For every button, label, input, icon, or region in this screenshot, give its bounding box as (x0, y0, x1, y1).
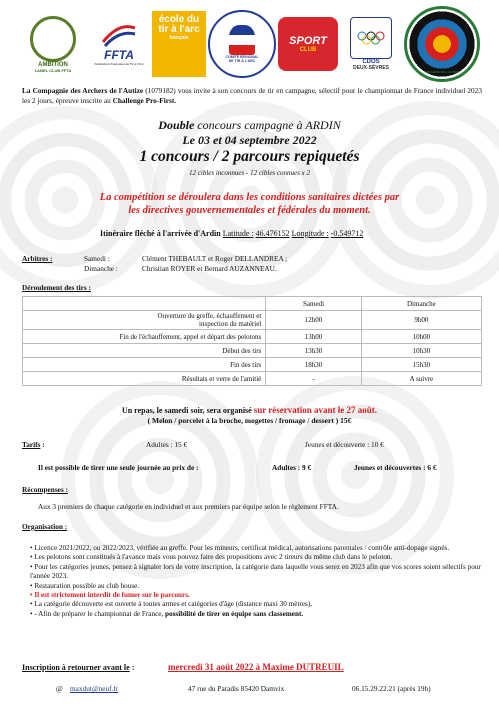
autize-logo-text: ARCHERS DE L'AUTIZE (424, 70, 460, 74)
table-row (23, 311, 482, 330)
table-cell-samedi: 12h00 (266, 311, 362, 330)
table-cell-dimanche: 10h00 (361, 330, 481, 344)
cdos-logo (340, 11, 402, 77)
tarifs-label (22, 440, 45, 450)
ambition-logo-text: AMBITION (38, 61, 68, 68)
ecole-logo-text: école du tir à l'arc (158, 14, 200, 35)
list-item: • Licence 2021/2022, ou 2022/2023, vérifiée au greffe. Pour les mineurs, certificat médical, autorisations parentales / contrôle anti-dopage signés. (30, 544, 482, 553)
sanitary-line-1: La compétition se déroulera dans les conditions sanitaires dictées par (99, 192, 400, 203)
table-header-row (23, 297, 482, 311)
arbitres-samedi: Clément THEBAULT et Roger DELLANDREA ; (142, 254, 288, 263)
table-cell-samedi: - (266, 372, 362, 386)
team-text: - Afin de préparer le championnat de France, (34, 609, 166, 618)
comite-logo-sub: DE TIR À L'ARC (228, 59, 256, 63)
table-header-samedi: Samedi (266, 297, 362, 311)
ambition-logo (20, 11, 86, 77)
intro-paragraph (22, 86, 482, 106)
ffta-logo (88, 22, 150, 66)
recompenses-label: Récompenses : (22, 485, 69, 494)
inscription-deadline: mercredi 31 août 2022 à Maxime DUTREUIL (168, 662, 344, 672)
list-item: • Pour les catégories jeunes, pensez à signaler lors de votre inscription, la catégorie dans laquelle vous serez en 2023 afin que vos scores soient sélectifs pour l'année 2023. (30, 563, 482, 582)
heading-cibles: 12 cibles inconnues - 12 cibles connues x 2 (189, 169, 310, 177)
inscription-label: Inscription à retourner avant le (22, 663, 130, 672)
comite-regional-logo (208, 10, 276, 78)
sport-logo-sub: CLUB (299, 47, 317, 53)
repas-text: Un repas, le samedi soir, sera organisé (121, 406, 254, 415)
table-header-blank (23, 297, 266, 311)
footer-address: 47 rue du Paradis 85420 Damvix (188, 684, 285, 693)
deroulement-label: Déroulement des tirs : (22, 283, 91, 292)
intro-text: (1079182) vous invite à son concours de tir en campagne, sélectif pour le championnat de France individuel 2023 les 2 jours, épreuve inscrite au (22, 86, 482, 105)
itinerary (100, 229, 363, 239)
list-item: • Les pelotons sont constitués à l'avance mais vous pouvez faire des propositions avec 2 tireurs du même club dans le peloton. (30, 553, 482, 562)
schedule-table (22, 296, 482, 386)
inscription-colon: : (129, 663, 135, 672)
table-cell-label: Fin des tirs (23, 358, 266, 372)
repas-menu: ( Melon / porcelet à la broche, mogettes / fromage / dessert ) 15€ (147, 416, 352, 425)
longitude-value: -0.549712 (330, 229, 364, 238)
ambition-logo-mark (30, 16, 76, 62)
table-row (23, 330, 482, 344)
autize-logo (404, 6, 480, 82)
heading-double: Double (158, 118, 195, 132)
ffta-icon (101, 22, 137, 48)
comite-logo-mark (229, 25, 255, 55)
arbitres-label: Arbitres : (22, 254, 53, 263)
longitude-label: Longitude : (291, 229, 329, 238)
itinerary-label: Itinéraire fléché à l'arrivée d'Ardin (100, 229, 221, 238)
table-row (23, 372, 482, 386)
heading-parcours: 1 concours / 2 parcours repiquetés (139, 148, 360, 165)
ffta-logo-sub: Fédération Française de Tir à l'Arc (94, 62, 144, 66)
organisation-label: Organisation : (22, 522, 68, 531)
arbitres-dimanche: Christian ROYER et Bernard AUZANNEAU. (142, 264, 277, 273)
table-row (23, 358, 482, 372)
table-cell-samedi: 13h00 (266, 330, 362, 344)
heading-date: Le 03 et 04 septembre 2022 (182, 133, 317, 147)
inscription-line (22, 663, 134, 673)
table-cell-dimanche: A suivre (361, 372, 481, 386)
club-name: La Compagnie des Archers de l'Autize (22, 86, 144, 95)
table-header-dimanche: Dimanche (361, 297, 481, 311)
sanitary-line-2: les directives gouvernementales et fédérales du moment. (128, 205, 371, 216)
recompenses-text: Aux 3 premiers de chaque catégorie en individuel et aux premiers par équipe selon le règlement FFTA. (38, 502, 339, 511)
team-text-bold: possibilité de tirer en équipe sans classement. (165, 609, 304, 618)
table-cell-dimanche: 10h30 (361, 344, 481, 358)
comite-logo-text: COMITÉ RÉGIONAL (225, 55, 259, 59)
repas-line (0, 405, 499, 416)
table-cell-label: Ouverture du greffe, échauffement et inspection du matériel (23, 311, 266, 330)
list-item: • La catégorie découverte est ouverte à toutes armes et catégories d'âge (distance maxi 30 mètres), (30, 600, 482, 609)
tarifs-label-text: Tarifs (22, 440, 41, 449)
arbitres-samedi-label: Samedi : (84, 254, 110, 263)
list-item-team (30, 610, 482, 619)
table-cell-dimanche: 15h30 (361, 358, 481, 372)
heading-concours: concours campagne à ARDIN (194, 118, 341, 132)
table-row (23, 344, 482, 358)
list-item: • Restauration possible au club house. (30, 582, 482, 591)
tarifs-colon: : (40, 440, 45, 449)
ambition-logo-sub: LABEL CLUB FFTA (34, 67, 72, 73)
ffta-logo-text: FFTA (104, 48, 134, 62)
challenge-name: Challenge Pro-First. (112, 96, 177, 105)
table-cell-samedi: 18h30 (266, 358, 362, 372)
tarif-journee: Il est possible de tirer une seule journée au prix de : (38, 463, 199, 472)
latitude-label: Latitude : (222, 229, 254, 238)
sport-club-logo (278, 17, 338, 71)
repas-deadline: sur réservation avant le 27 août. (253, 405, 378, 415)
organisation-list (30, 544, 482, 619)
table-cell-samedi: 13h30 (266, 344, 362, 358)
table-cell-label: Résultats et verre de l'amitié (23, 372, 266, 386)
email-link[interactable]: maxdut@neuf.fr (70, 684, 119, 693)
heading-line-1 (0, 118, 499, 132)
arbitres-dimanche-label: Dimanche : (84, 264, 118, 273)
olympic-rings-icon (350, 17, 392, 59)
table-cell-dimanche: 9h00 (361, 311, 481, 330)
ecole-tir-arc-logo (152, 11, 206, 77)
table-cell-label: Début des tirs (23, 344, 266, 358)
tarif-journee-jeunes: Jeunes et découvertes : 6 € (354, 463, 437, 472)
logo-row (20, 8, 480, 80)
tarif-journee-adultes: Adultes : 9 € (272, 463, 312, 472)
tarif-jeunes: Jeunes et découverte : 10 € (305, 440, 384, 449)
latitude-value: 46.476152 (255, 229, 290, 238)
footer-phone: 06.15.29.22.21 (après 19h) (352, 684, 431, 693)
tarif-adultes: Adultes : 15 € (146, 440, 188, 449)
list-item-no-smoking: • Il est strictement interdit de fumer sur le parcours. (30, 591, 482, 600)
cdos-logo-sub: DEUX-SÈVRES (353, 65, 389, 71)
table-cell-label: Fin de l'échauffement, appel et départ des pelotons (23, 330, 266, 344)
cdos-logo-text: CDOS (362, 59, 380, 65)
ecole-logo-sub: français (169, 35, 189, 41)
footer-at: @ (56, 684, 63, 693)
sport-logo-text: SPORT (289, 35, 327, 47)
